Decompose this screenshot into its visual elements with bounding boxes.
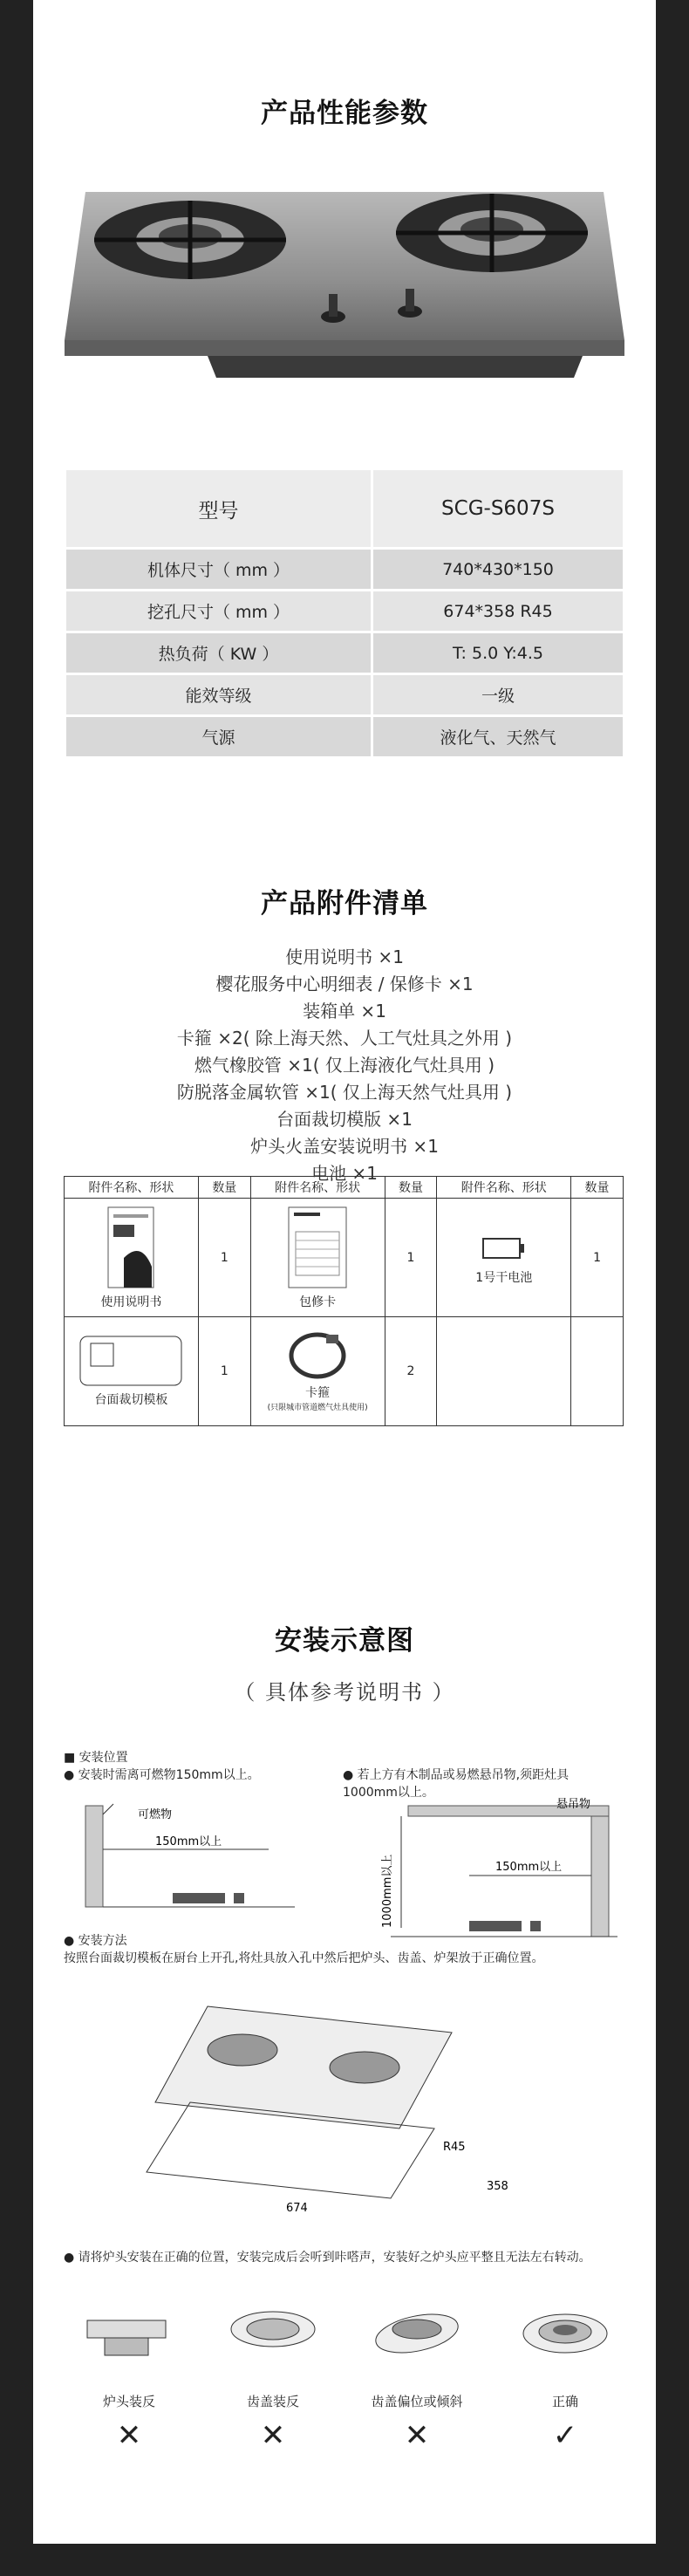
list-item: 炉头火盖安装说明书 ×1 — [250, 1136, 439, 1157]
item-qty: 2 — [385, 1317, 437, 1426]
item-qty: 1 — [198, 1199, 250, 1317]
spec-label: 热负荷（ KW ） — [65, 632, 372, 674]
install-position-note: ● 安装时需离可燃物150mm以上。 — [64, 1768, 260, 1782]
wrong-icon: ✕ — [260, 2418, 286, 2453]
case-label: 齿盖装反 — [246, 2394, 299, 2409]
clearance-hanging-diagram — [373, 1797, 635, 1945]
spec-label: 机体尺寸（ mm ） — [65, 549, 372, 591]
list-item: 防脱落金属软管 ×1( 仅上海天然气灶具用 ) — [176, 1082, 513, 1103]
label-1000mm: 1000mm以上 — [381, 1854, 394, 1928]
dim-358: 358 — [487, 2180, 508, 2193]
gas-stove-image — [59, 179, 630, 388]
item-label: 台面裁切模板 — [94, 1393, 168, 1407]
item-qty: 1 — [385, 1199, 437, 1317]
spec-value: 740*430*150 — [372, 549, 624, 591]
spec-label: 气源 — [65, 716, 372, 758]
spec-section-title: 产品性能参数 — [261, 98, 428, 129]
spec-value: SCG-S607S — [372, 469, 624, 549]
cutout-diagram — [138, 1998, 556, 2216]
label-hanging: 悬吊物 — [556, 1798, 591, 1811]
wrong-icon: ✕ — [404, 2418, 430, 2453]
table-header: 附件名称、形状 — [65, 1177, 199, 1199]
list-item: 卡箍 ×2( 除上海天然、人工气灶具之外用 ) — [176, 1028, 513, 1049]
list-item: 电池 ×1 — [311, 1163, 378, 1184]
install-section-title: 安装示意图 — [275, 1625, 414, 1657]
dim-674: 674 — [286, 2202, 308, 2215]
item-qty: 1 — [198, 1317, 250, 1426]
install-subtitle: （ 具体参考说明书 ） — [234, 1680, 455, 1705]
list-item: 燃气橡胶管 ×1( 仅上海液化气灶具用 ) — [194, 1055, 495, 1076]
page — [33, 0, 656, 2544]
item-label: 包修卡 — [299, 1295, 337, 1309]
spec-value: 一级 — [372, 674, 624, 716]
bottom-frame — [0, 2544, 689, 2576]
check-icon: ✓ — [552, 2418, 578, 2453]
table-header: 附件名称、形状 — [437, 1177, 571, 1199]
label-combustible: 可燃物 — [138, 1808, 173, 1821]
battery-cell — [437, 1199, 571, 1317]
case-label: 炉头装反 — [102, 2394, 155, 2409]
clamp-cell — [250, 1317, 385, 1426]
install-method-heading: ● 安装方法 — [64, 1934, 127, 1948]
label-150mm: 150mm以上 — [155, 1835, 222, 1848]
accessories-section-title: 产品附件清单 — [261, 888, 428, 919]
table-header: 附件名称、形状 — [250, 1177, 385, 1199]
hose-clamp-icon — [283, 1331, 352, 1380]
install-position-notes — [64, 1749, 343, 1784]
list-item: 使用说明书 ×1 — [285, 946, 404, 967]
item-label: 卡箍 — [305, 1385, 331, 1400]
item-qty: 1 — [571, 1199, 624, 1317]
empty-cell — [437, 1317, 571, 1426]
warranty-card-icon — [287, 1206, 348, 1289]
cutting-template-icon — [78, 1335, 183, 1387]
warranty-cell — [250, 1199, 385, 1317]
spec-label: 能效等级 — [65, 674, 372, 716]
label-150mm: 150mm以上 — [495, 1861, 563, 1874]
case-label: 正确 — [551, 2394, 578, 2409]
list-item: 台面裁切模版 ×1 — [276, 1109, 413, 1130]
clearance-side-diagram — [68, 1797, 312, 1919]
table-header: 数量 — [198, 1177, 250, 1199]
accessories-table — [64, 1176, 624, 1426]
item-label: 使用说明书 — [100, 1295, 162, 1309]
manual-cell — [65, 1199, 199, 1317]
template-cell — [65, 1317, 199, 1426]
empty-cell — [571, 1317, 624, 1426]
spec-value: 液化气、天然气 — [372, 716, 624, 758]
dim-r45: R45 — [443, 2141, 466, 2154]
list-item: 樱花服务中心明细表 / 保修卡 ×1 — [215, 974, 474, 994]
manual-booklet-icon — [106, 1206, 155, 1289]
spec-label: 挖孔尺寸（ mm ） — [65, 591, 372, 632]
install-method-notes — [64, 1932, 631, 1967]
spec-label: 型号 — [65, 469, 372, 549]
battery-icon — [480, 1230, 529, 1265]
spec-table — [64, 468, 625, 759]
cap-reversed-icon — [225, 2303, 321, 2364]
spec-value: 674*358 R45 — [372, 591, 624, 632]
accessories-list — [33, 944, 656, 1187]
table-header: 数量 — [571, 1177, 624, 1199]
burner-reversed-icon — [78, 2303, 174, 2364]
case-label: 齿盖偏位或倾斜 — [371, 2394, 463, 2409]
wrong-icon: ✕ — [116, 2418, 142, 2453]
list-item: 装箱单 ×1 — [303, 1001, 386, 1022]
burner-correct-icon — [517, 2303, 613, 2364]
table-header: 数量 — [385, 1177, 437, 1199]
burner-install-note: ● 请将炉头安装在正确的位置，安装完成后会听到咔嗒声，安装好之炉头应平整且无法左右转动。 — [64, 2251, 591, 2265]
cap-tilted-icon — [369, 2303, 465, 2364]
install-height-note: ● 若上方有木制品或易燃悬吊物,须距灶具1000mm以上。 — [343, 1768, 570, 1800]
install-method-text: 按照台面裁切模板在厨台上开孔,将灶具放入孔中然后把炉头、齿盖、炉架放于正确位置。 — [64, 1951, 544, 1965]
item-label: 1号干电池 — [475, 1270, 533, 1285]
spec-value: T: 5.0 Y:4.5 — [372, 632, 624, 674]
item-note: (只限城市管道燃气灶具使用) — [267, 1403, 368, 1412]
install-position-heading: ■ 安装位置 — [64, 1751, 128, 1765]
